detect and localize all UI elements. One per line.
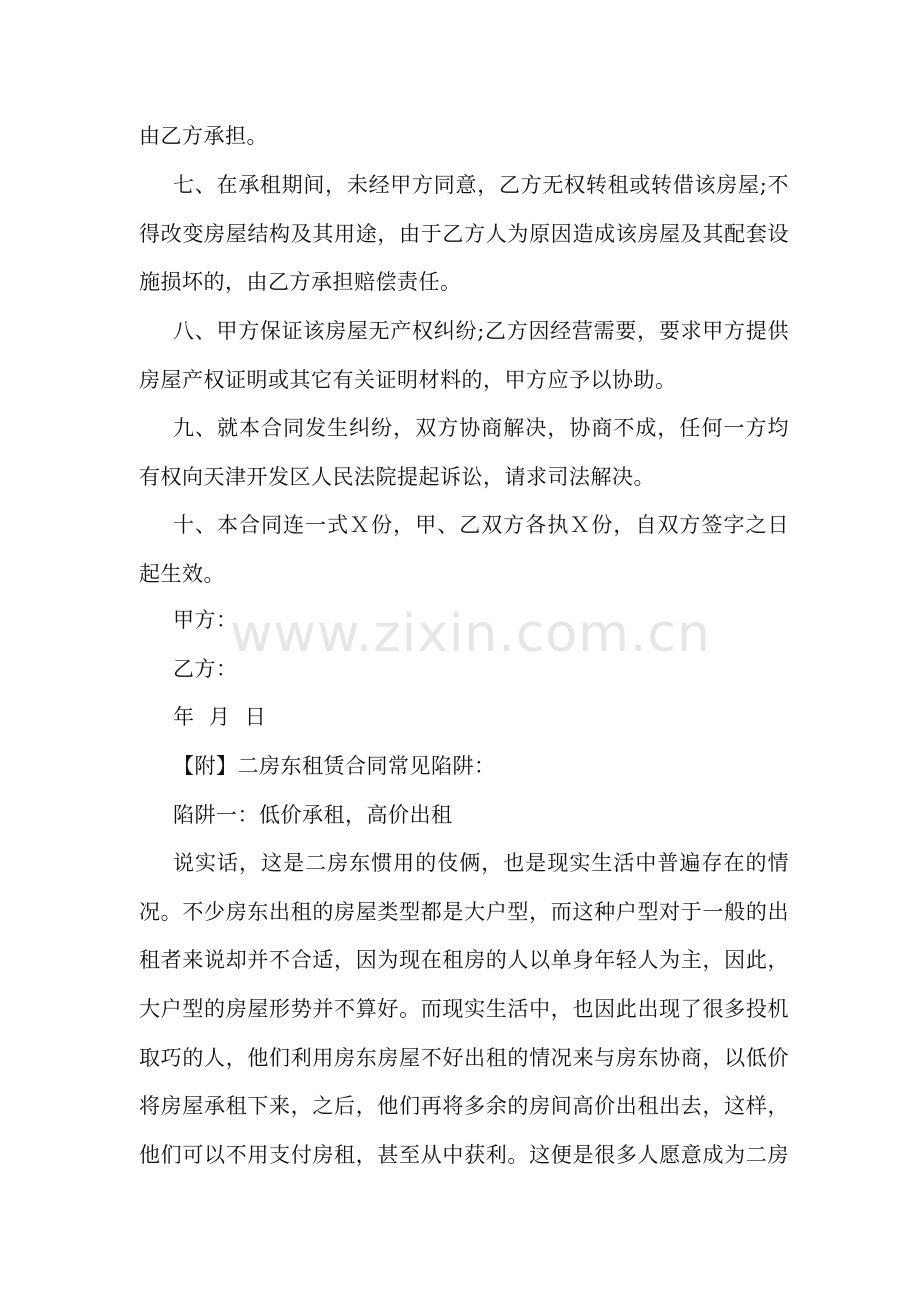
body-paragraph-line: 将房屋承租下来，之后，他们再将多余的房间高价出租出去，这样， [139, 1094, 789, 1118]
appendix-heading: 【附】二房东租赁合同常见陷阱： [173, 754, 496, 778]
clause-10-line: 起生效。 [139, 562, 225, 586]
trap-one-heading: 陷阱一：低价承租，高价出租 [173, 803, 453, 827]
clause-10-line: 十、本合同连一式Ｘ份，甲、乙双方各执Ｘ份，自双方签字之日 [173, 513, 789, 537]
clause-7-line: 七、在承租期间，未经甲方同意，乙方无权转租或转借该房屋;不 [173, 173, 789, 197]
clause-7-line: 施损坏的，由乙方承担赔偿责任。 [139, 270, 462, 294]
party-a-signature-label: 甲方： [173, 608, 238, 632]
body-paragraph-line: 取巧的人，他们利用房东房屋不好出租的情况来与房东协商，以低价 [139, 1046, 789, 1070]
paragraph-line: 由乙方承担。 [139, 124, 268, 148]
clause-8-line: 房屋产权证明或其它有关证明材料的，甲方应予以协助。 [139, 368, 677, 392]
date-label: 年 月 日 [173, 705, 267, 729]
body-paragraph-line: 租者来说却并不合适，因为现在租房的人以单身年轻人为主，因此， [139, 948, 789, 972]
body-paragraph-line: 大户型的房屋形势并不算好。而现实生活中，也因此出现了很多投机 [139, 997, 789, 1021]
body-paragraph-line: 他们可以不用支付房租，甚至从中获利。这便是很多人愿意成为二房 [139, 1143, 789, 1167]
body-paragraph-line: 况。不少房东出租的房屋类型都是大户型，而这种户型对于一般的出 [139, 900, 789, 924]
watermark: www.zixin.com.cn [230, 604, 711, 664]
body-paragraph-line: 说实话，这是二房东惯用的伎俩，也是现实生活中普遍存在的情 [173, 851, 789, 875]
clause-8-line: 八、甲方保证该房屋无产权纠纷;乙方因经营需要，要求甲方提供 [173, 319, 789, 343]
clause-9-line: 有权向天津开发区人民法院提起诉讼，请求司法解决。 [139, 465, 655, 489]
clause-7-line: 得改变房屋结构及其用途，由于乙方人为原因造成该房屋及其配套设 [139, 222, 789, 246]
party-b-signature-label: 乙方： [173, 657, 238, 681]
clause-9-line: 九、就本合同发生纠纷，双方协商解决，协商不成，任何一方均 [173, 416, 789, 440]
